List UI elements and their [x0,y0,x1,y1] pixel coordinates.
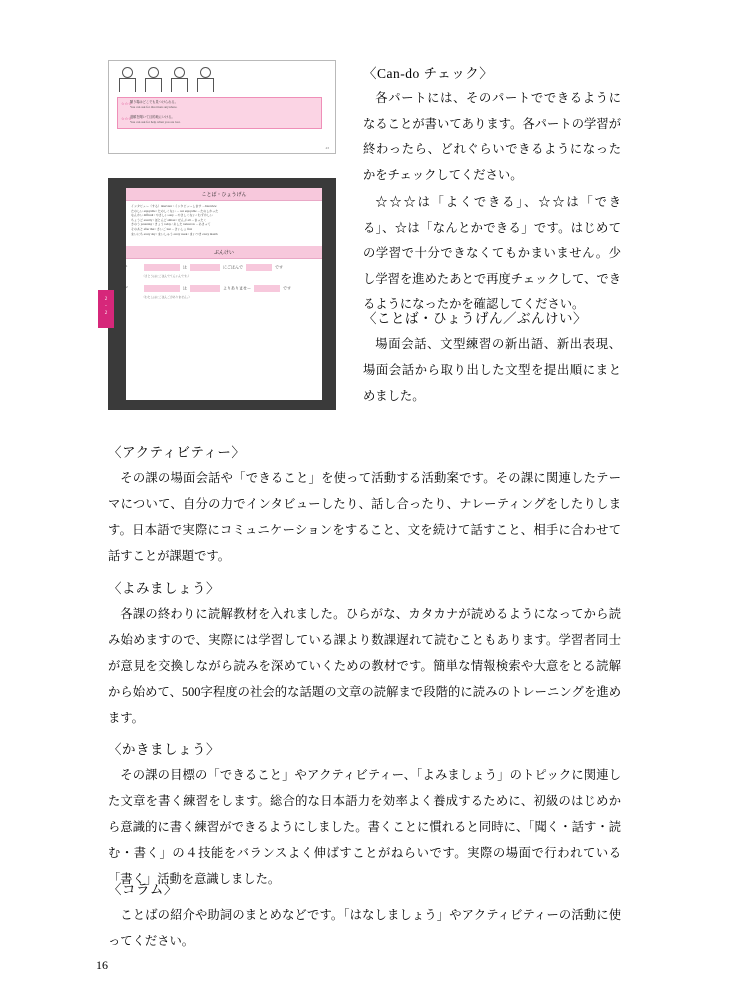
column-heading: 〈コラム〉 [108,882,178,897]
yomimashou-heading: 〈よみましょう〉 [108,581,220,596]
kakimashou-paragraph: その課の目標の「できること」やアクティビティー、「よみましょう」のトピックに関連した文章を書く練習をします。総合的な日本語力を効率よく養成するために、初級のはじめから意識的に書く練習ができるようにしました。書くことに慣れると同時に、「聞く・話す・読む・書く」の４技能をバランスよく伸ばすことがねらいです。実際の場面で行われている「書く」活動を意識しました。 [108,768,621,886]
section-activity [108,441,621,569]
bunkei-row [126,280,322,301]
bunkei-end: です [283,285,291,291]
bunkei-block [126,246,322,301]
cando-paragraph-2: ☆☆☆は「よくできる」、☆☆は「できる」、☆は「なんとかできる」です。はじめての学習で十分できなくてもかまいません。少し学習を進めたあとで再度チェックして、できるようになったかを確認してください。 [363,195,621,311]
cando-check-figure [108,60,336,154]
vocab-line: ちょうど exactly / ほとんど almost / ぜんぶ all －まったく [131,217,207,222]
bunkei-tail: よりありませー [223,285,251,291]
chapter-tab: 2 - 2 [98,290,114,328]
section-cando [363,62,621,318]
vocab-list [126,201,322,240]
cando-line-en-1: You can ask for directions anywhere. [130,105,178,109]
bunkei-particle: は [183,264,187,270]
bunkei-tail: にごほんで [223,264,243,270]
bunkei-number: 2 [126,285,128,290]
kotoba-section-title: ことば・ひょうげん [126,188,322,201]
cando-line-ja-1: 顓り場はどこでも見つけられる。 [130,100,178,104]
illustration-people [117,65,247,95]
section-kotoba [363,307,621,409]
figure-page-marker: 43 [325,146,329,150]
section-column [108,878,621,954]
bunkei-number: 1 [126,264,128,269]
vocab-line: そのあと after that / さいご last －さいしょ first [131,226,193,231]
yomimashou-paragraph: 各課の終わりに読解教材を入れました。ひらがな、カタカナが読めるようになってから読み始めますので、実際には学習している課より数課遅れて読むこともあります。学習者同士が意見を交換しながら読みを深めていくための教材です。簡単な情報検索や大意をとる読解から始めて、500字程度の社会的な話題の文章の読解まで段階的に読みのトレーニングを進めます。 [108,607,621,725]
bunkei-example: （わたしはにごほんごがありません。） [142,296,192,300]
section-kakimashou [108,738,621,892]
cando-heading: 〈Can-do チェック〉 [363,66,494,81]
kotoba-paragraph: 場面会話、文型練習の新出語、新出表現、場面会話から取り出した文型を提出順にまとめました。 [363,337,621,403]
kotoba-bunkei-figure [104,178,336,410]
column-paragraph: ことばの紹介や助詞のまとめなどです。「はなしましょう」やアクティビティーの活動に使ってください。 [108,908,621,948]
bunkei-particle: は [183,285,187,291]
bunkei-example: （さとうはにごほんでてんいんです。） [142,275,191,279]
cando-line-en-2: You can ask for help when you are lost. [130,120,181,124]
vocab-line: たのしい enjoyable / たのしくない － not enjoyable －たのしかった [131,208,219,213]
cando-stars-1: ☆☆☆ [121,101,132,106]
figure-page-content [126,188,322,400]
bunkei-end: です [275,264,283,270]
figure-group [104,60,338,410]
section-yomimashou [108,577,621,731]
page-number: 16 [96,958,108,972]
cando-line-ja-2: 道順を聞いて目的地にいける。 [130,115,175,119]
kotoba-heading: 〈ことば・ひょうげん／ぶんけい〉 [363,311,587,326]
activity-heading: 〈アクティビティー〉 [108,445,246,460]
vocab-line: なんかい difficult / やさしい easy －やさしくない / むずかしい [131,213,213,218]
vocab-line: インタビュー（する）interview / インタビューします －Interview [131,204,217,208]
kakimashou-heading: 〈かきましょう〉 [108,742,220,757]
vocab-line: まいにち every day / まいしゅう every week / まいつき every month [131,231,218,236]
bunkei-section-title: ぶんけい [126,246,322,259]
cando-caption-box [117,97,322,129]
bunkei-row [126,259,322,280]
cando-paragraph-1: 各パートには、そのパートでできるようになることが書いてあります。各パートの学習が終わったら、どれぐらいできるようになったかをチェックしてください。 [363,91,621,182]
vocab-line: きのう yesterday / きょう today / あした tomorrow －あさって [131,222,211,227]
activity-paragraph: その課の場面会話や「できること」を使って活動する活動案です。その課に関連したテーマについて、自分の力でインタビューしたり、話し合ったり、ナレーティングをしたりします。日本語で実際にコミュニケーションをすること、文を続けて話すこと、相手に合わせて話すことが課題です。 [108,471,621,563]
cando-stars-2: ☆☆☆ [121,116,132,121]
